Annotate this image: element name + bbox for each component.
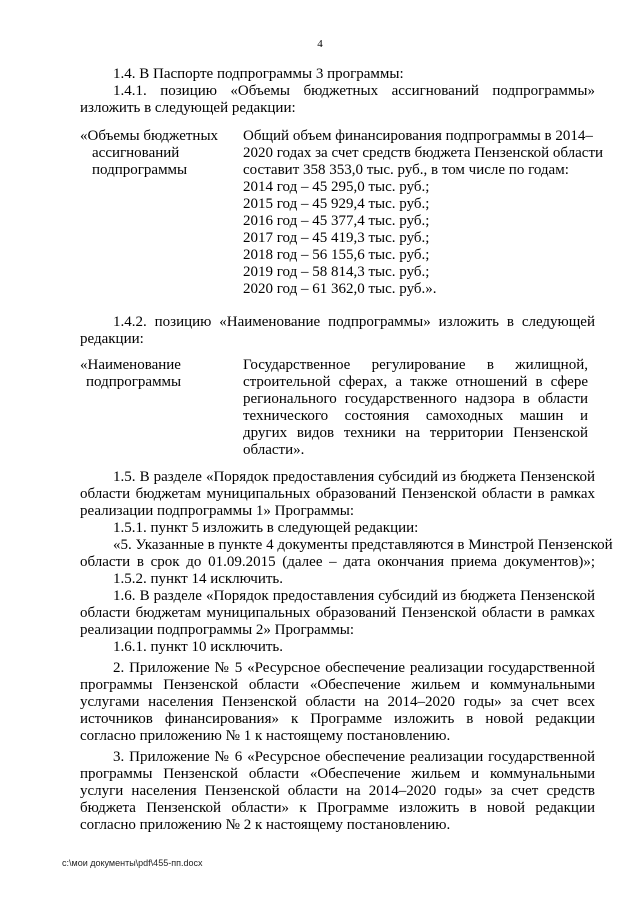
table2-right-line-1: Государственное регулирование в жилищной, bbox=[243, 357, 588, 373]
clause-1-5-1: 1.5.1. пункт 5 изложить в следующей редакции: bbox=[113, 520, 419, 536]
item-2-line-4: источников финансирования» к Программе изложить в новой редакции bbox=[80, 711, 595, 727]
table1-year-2016: 2016 год – 45 377,4 тыс. руб.; bbox=[243, 213, 430, 229]
table1-year-2018: 2018 год – 56 155,6 тыс. руб.; bbox=[243, 247, 430, 263]
item-3-line-1: 3. Приложение № 6 «Ресурсное обеспечение реализации государственной bbox=[113, 749, 595, 765]
table1-left-line-1: «Объемы бюджетных bbox=[80, 128, 219, 144]
table2-right-line-2: строительной сферах, а также отношений в сфере bbox=[243, 374, 588, 390]
section-1-5-line-3: реализации подпрограммы 1» Программы: bbox=[80, 503, 355, 519]
clause-1-4-1-line-1: 1.4.1. позицию «Объемы бюджетных ассигнований подпрограммы» bbox=[113, 83, 595, 99]
item-5-line-2: области в срок до 01.09.2015 (далее – дата окончания приема документов)»; bbox=[80, 554, 595, 570]
item-2-line-3: услугами населения Пензенской области на 2014–2020 годы» за счет всех bbox=[80, 694, 595, 710]
clause-1-4-1-line-2: изложить в следующей редакции: bbox=[80, 100, 296, 116]
item-2-line-2: программы Пензенской области «Обеспечение жильем и коммунальными bbox=[80, 677, 595, 693]
clause-1-6-1: 1.6.1. пункт 10 исключить. bbox=[113, 639, 284, 655]
item-3-line-5: согласно приложению № 2 к настоящему постановлению. bbox=[80, 817, 451, 833]
table1-year-2017: 2017 год – 45 419,3 тыс. руб.; bbox=[243, 230, 430, 246]
table2-left-line-1: «Наименование bbox=[80, 357, 181, 373]
item-2-line-1: 2. Приложение № 5 «Ресурсное обеспечение реализации государственной bbox=[113, 660, 595, 676]
table1-year-2019: 2019 год – 58 814,3 тыс. руб.; bbox=[243, 264, 430, 280]
footer-file-path: c:\мои документы\pdf\455-пп.docx bbox=[62, 858, 203, 868]
table1-left-line-2: ассигнований bbox=[92, 145, 180, 161]
item-5-line-1: «5. Указанные в пункте 4 документы представляются в Минстрой Пензенской bbox=[113, 537, 613, 553]
clause-1-4-2-line-2: редакции: bbox=[80, 331, 144, 347]
section-1-6-line-1: 1.6. В разделе «Порядок предоставления субсидий из бюджета Пензенской bbox=[113, 588, 595, 604]
section-1-4-heading: 1.4. В Паспорте подпрограммы 3 программы: bbox=[113, 66, 404, 82]
item-3-line-3: услуги населения Пензенской области на 2014–2020 годы» за счет средств bbox=[80, 783, 595, 799]
section-1-6-line-2: области бюджетам муниципальных образований Пензенской области в рамках bbox=[80, 605, 595, 621]
table1-left-line-3: подпрограммы bbox=[92, 162, 188, 178]
section-1-5-line-2: области бюджетам муниципальных образований Пензенской области в рамках bbox=[80, 486, 595, 502]
item-3-line-4: бюджета Пензенской области» к Программе изложить в новой редакции bbox=[80, 800, 595, 816]
clause-1-4-2-line-1: 1.4.2. позицию «Наименование подпрограммы» изложить в следующей bbox=[113, 314, 595, 330]
table1-right-line-3: составит 358 353,0 тыс. руб., в том числе по годам: bbox=[243, 162, 569, 178]
section-1-6-line-3: реализации подпрограммы 2» Программы: bbox=[80, 622, 355, 638]
table2-right-line-6: области». bbox=[243, 442, 305, 458]
table1-right-line-1: Общий объем финансирования подпрограммы в 2014– bbox=[243, 128, 593, 144]
table2-right-line-3: регионального государственного надзора в области bbox=[243, 391, 588, 407]
item-2-line-5: согласно приложению № 1 к настоящему постановлению. bbox=[80, 728, 451, 744]
table1-year-2015: 2015 год – 45 929,4 тыс. руб.; bbox=[243, 196, 430, 212]
page-number: 4 bbox=[317, 38, 323, 50]
table1-right-line-2: 2020 годах за счет средств бюджета Пензенской области bbox=[243, 145, 604, 161]
table1-year-2014: 2014 год – 45 295,0 тыс. руб.; bbox=[243, 179, 430, 195]
clause-1-5-2: 1.5.2. пункт 14 исключить. bbox=[113, 571, 284, 587]
table2-right-line-4: технического состояния самоходных машин и bbox=[243, 408, 588, 424]
section-1-5-line-1: 1.5. В разделе «Порядок предоставления субсидий из бюджета Пензенской bbox=[113, 469, 595, 485]
table2-left-line-2: подпрограммы bbox=[86, 374, 182, 390]
item-3-line-2: программы Пензенской области «Обеспечение жильем и коммунальными bbox=[80, 766, 595, 782]
table1-year-2020: 2020 год – 61 362,0 тыс. руб.». bbox=[243, 281, 437, 297]
table2-right-line-5: других видов техники на территории Пензенской bbox=[243, 425, 588, 441]
